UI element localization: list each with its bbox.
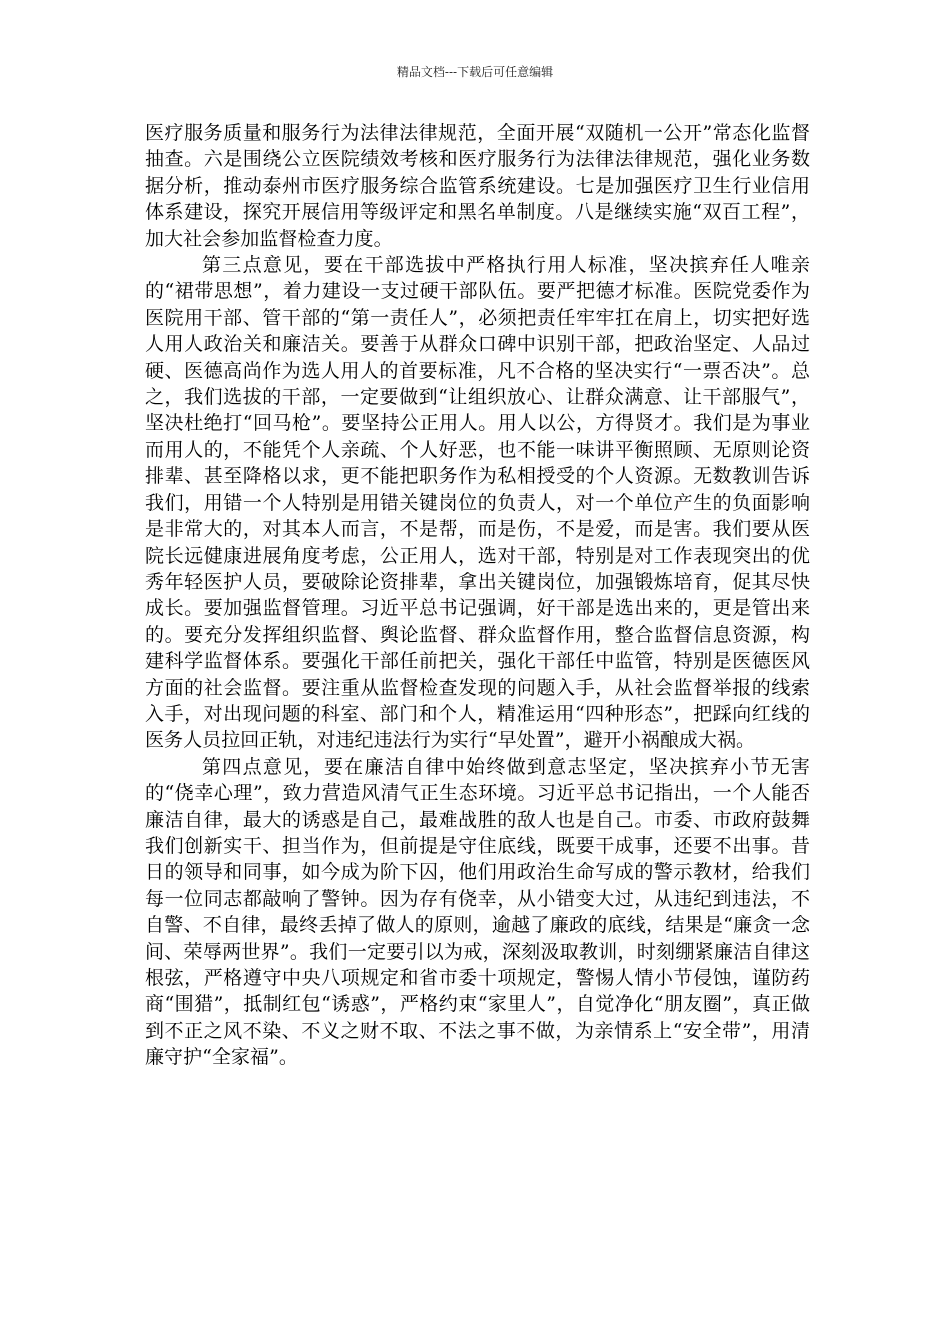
- paragraph-1: 医疗服务质量和服务行为法律法律规范，全面开展“双随机一公开”常态化监督抽查。六是围绕公立医院绩效考核和医疗服务行为法律法律规范，强化业务数据分析，推动泰州市医疗服务综合监管系统建设。七是加强医疗卫生行业信用体系建设，探究开展信用等级评定和黑名单制度。八是继续实施“双百工程”，加大社会参加监督检查力度。: [145, 122, 810, 250]
- document-body: [145, 120, 810, 1071]
- paragraph-3: 第四点意见，要在廉洁自律中始终做到意志坚定，坚决摈弃小节无害的“侥幸心理”，致力营造风清气正生态环境。习近平总书记指出，一个人能否廉洁自律，最大的诱惑是自己，最难战胜的敌人也是自己。市委、市政府鼓舞我们创新实干、担当作为，但前提是守住底线，既要干成事，还要不出事。昔日的领导和同事，如今成为阶下囚，他们用政治生命写成的警示教材，给我们每一位同志都敲响了警钟。因为存有侥幸，从小错变大过，从违纪到违法，不自警、不自律，最终丢掉了做人的原则，逾越了廉政的底线，结果是“廉贪一念间、荣辱两世界”。我们一定要引以为戒，深刻汲取教训，时刻绷紧廉洁自律这根弦，严格遵守中央八项规定和省市委十项规定，警惕人情小节侵蚀，谨防药商“围猎”，抵制红包“诱惑”，严格约束“家里人”，自觉净化“朋友圈”，真正做到不正之风不染、不义之财不取、不法之事不做，为亲情系上“安全带”，用清廉守护“全家福”。: [145, 755, 810, 1069]
- page-header: 精品文档---下载后可任意编辑: [396, 65, 554, 79]
- paragraph-2: 第三点意见，要在干部选拔中严格执行用人标准，坚决摈弃任人唯亲的“裙带思想”，着力建设一支过硬干部队伍。要严把德才标准。医院党委作为医院用干部、管干部的“第一责任人”，必须把责任牢牢扛在肩上，切实把好选人用人政治关和廉洁关。要善于从群众口碑中识别干部，把政治坚定、人品过硬、医德高尚作为选人用人的首要标准，凡不合格的坚决实行“一票否决”。总之，我们选拔的干部，一定要做到“让组织放心、让群众满意、让干部服气”，坚决杜绝打“回马枪”。要坚持公正用人。用人以公，方得贤才。我们是为事业而用人的，不能凭个人亲疏、个人好恶，也不能一味讲平衡照顾、无原则论资排辈、甚至降格以求，更不能把职务作为私相授受的个人资源。无数教训告诉我们，用错一个人特别是用错关键岗位的负责人，对一个单位产生的负面影响是非常大的，对其本人而言，不是帮，而是伤，不是爱，而是害。我们要从医院长远健康进展角度考虑，公正用人，选对干部，特别是对工作表现突出的优秀年轻医护人员，要破除论资排辈，拿出关键岗位，加强锻炼培育，促其尽快成长。要加强监督管理。习近平总书记强调，好干部是选出来的，更是管出来的。要充分发挥组织监督、舆论监督、群众监督作用，整合监督信息资源，构建科学监督体系。要强化干部任前把关，强化干部任中监管，特别是医德医风方面的社会监督。要注重从监督检查发现的问题入手，从社会监督举报的线索入手，对出现问题的科室、部门和个人，精准运用“四种形态”，把踩向红线的医务人员拉回正轨，对违纪违法行为实行“早处置”，避开小祸酿成大祸。: [145, 254, 810, 752]
